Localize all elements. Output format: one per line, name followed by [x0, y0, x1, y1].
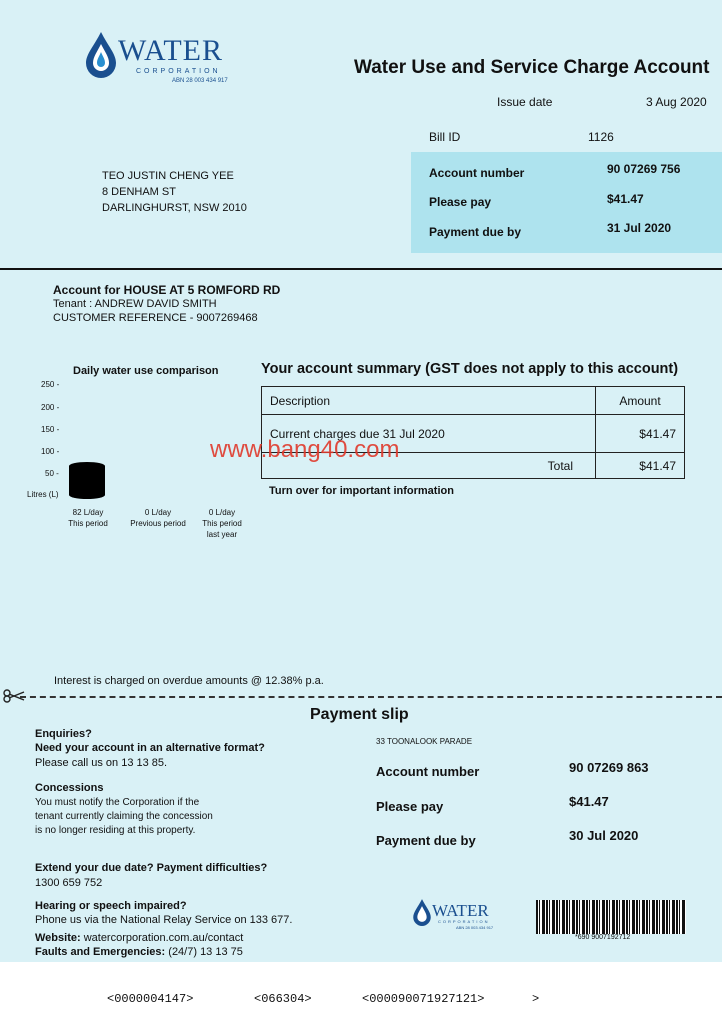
slip-please-pay-value: $41.47: [569, 794, 609, 809]
extend-phone: 1300 659 752: [35, 877, 103, 889]
account-number-label: Account number: [429, 166, 525, 180]
bar-category-label: Previous period: [130, 519, 186, 528]
concessions-text: tenant currently claiming the concession: [35, 811, 213, 822]
payment-due-label: Payment due by: [429, 225, 522, 239]
logo-wordmark-small: WATER: [432, 901, 489, 920]
payment-slip-title: Payment slip: [310, 706, 409, 723]
bar-value-label: 0 L/day: [144, 508, 172, 517]
total-amount: $41.47: [596, 453, 685, 479]
faults-label: Faults and Emergencies:: [35, 946, 166, 958]
y-tick-label: 100 -: [41, 447, 60, 456]
account-number-value: 90 07269 756: [607, 162, 681, 176]
enquiries-phone: Please call us on 13 13 85.: [35, 757, 168, 769]
address-line: 8 DENHAM ST: [102, 186, 176, 198]
barcode-number: *690 9007192712: [575, 934, 631, 941]
concessions-text: You must notify the Corporation if the: [35, 797, 200, 808]
issue-date-label: Issue date: [497, 95, 553, 109]
tenant-line: Tenant : ANDREW DAVID SMITH: [53, 298, 217, 310]
slip-account-label: Account number: [376, 764, 480, 779]
barcode: [536, 900, 686, 934]
water-drop-icon: [412, 898, 432, 926]
ocr-field-2: <066304>: [254, 992, 312, 1006]
slip-due-value: 30 Jul 2020: [569, 828, 639, 843]
section-divider: [0, 268, 722, 270]
cut-line: [20, 696, 722, 698]
y-tick-label: 250 -: [41, 380, 60, 389]
website-label: Website:: [35, 932, 81, 944]
y-tick-label: 200 -: [41, 403, 60, 412]
concessions-heading: Concessions: [35, 782, 104, 794]
bar-category-label: last year: [206, 530, 238, 539]
bar-category-label: This period: [202, 519, 242, 528]
bill-id-label: Bill ID: [429, 130, 461, 144]
mailing-address: [102, 168, 247, 216]
water-drop-icon: [84, 30, 118, 78]
turn-over-note: Turn over for important information: [269, 485, 454, 497]
extend-heading: Extend your due date? Payment difficulties?: [35, 862, 268, 874]
row-amount: $41.47: [596, 415, 685, 453]
chart-bar-this-period: [69, 462, 105, 499]
logo-abn-small: ABN 28 003 434 917: [456, 925, 494, 930]
faults-phone: (24/7) 13 13 75: [165, 946, 243, 958]
total-label: Total: [262, 453, 596, 479]
bar-category-label: This period: [68, 519, 108, 528]
document-title: Water Use and Service Charge Account: [354, 57, 710, 78]
alt-format-heading: Need your account in an alternative format?: [35, 742, 265, 754]
hearing-heading: Hearing or speech impaired?: [35, 900, 187, 912]
website-line: [35, 932, 243, 944]
bill-id-value: 1126: [588, 130, 614, 144]
enquiries-heading: Enquiries?: [35, 728, 92, 740]
slip-address: 33 TOONALOOK PARADE: [376, 737, 473, 746]
ocr-field-1: <0000004147>: [107, 992, 194, 1006]
summary-heading: Your account summary (GST does not apply to this account): [261, 361, 679, 377]
table-header-description: Description: [262, 387, 596, 415]
slip-due-label: Payment due by: [376, 833, 476, 848]
watermark-text: www.bang40.com: [210, 436, 400, 463]
hearing-text: Phone us via the National Relay Service on 133 677.: [35, 914, 293, 926]
table-header-amount: Amount: [596, 387, 685, 415]
bar-value-label: 82 L/day: [72, 508, 104, 517]
address-line: TEO JUSTIN CHENG YEE: [102, 170, 234, 182]
chart-title: Daily water use comparison: [73, 365, 219, 377]
y-axis-label: Litres (L): [27, 490, 59, 499]
slip-account-value: 90 07269 863: [569, 760, 649, 775]
logo-subtitle-small: CORPORATION: [438, 919, 490, 924]
logo-subtitle: CORPORATION: [136, 68, 221, 75]
account-summary-table: [261, 386, 685, 479]
please-pay-value: $41.47: [607, 192, 644, 206]
interest-note: Interest is charged on overdue amounts @ 12.38% p.a.: [54, 675, 324, 687]
ocr-field-3: <000090071927121>: [362, 992, 485, 1006]
concessions-text: is no longer residing at this property.: [35, 825, 196, 836]
y-tick-label: 150 -: [41, 425, 60, 434]
logo-wordmark: WATER: [118, 34, 223, 67]
property-heading: Account for HOUSE AT 5 ROMFORD RD: [53, 283, 281, 297]
faults-line: [35, 946, 243, 958]
ocr-field-4: >: [532, 992, 540, 1006]
row-description: Current charges due 31 Jul 2020: [262, 415, 596, 453]
slip-please-pay-label: Please pay: [376, 799, 444, 814]
y-tick-label: 50 -: [45, 469, 59, 478]
bar-value-label: 0 L/day: [208, 508, 236, 517]
website-link[interactable]: watercorporation.com.au/contact: [80, 932, 244, 944]
table-header-row: [262, 387, 685, 415]
logo-abn: ABN 28 003 434 917: [172, 78, 228, 84]
customer-reference: CUSTOMER REFERENCE - 9007269468: [53, 312, 258, 324]
please-pay-label: Please pay: [429, 195, 492, 209]
address-line: DARLINGHURST, NSW 2010: [102, 202, 247, 214]
payment-due-value: 31 Jul 2020: [607, 221, 672, 235]
issue-date-value: 3 Aug 2020: [646, 95, 707, 109]
